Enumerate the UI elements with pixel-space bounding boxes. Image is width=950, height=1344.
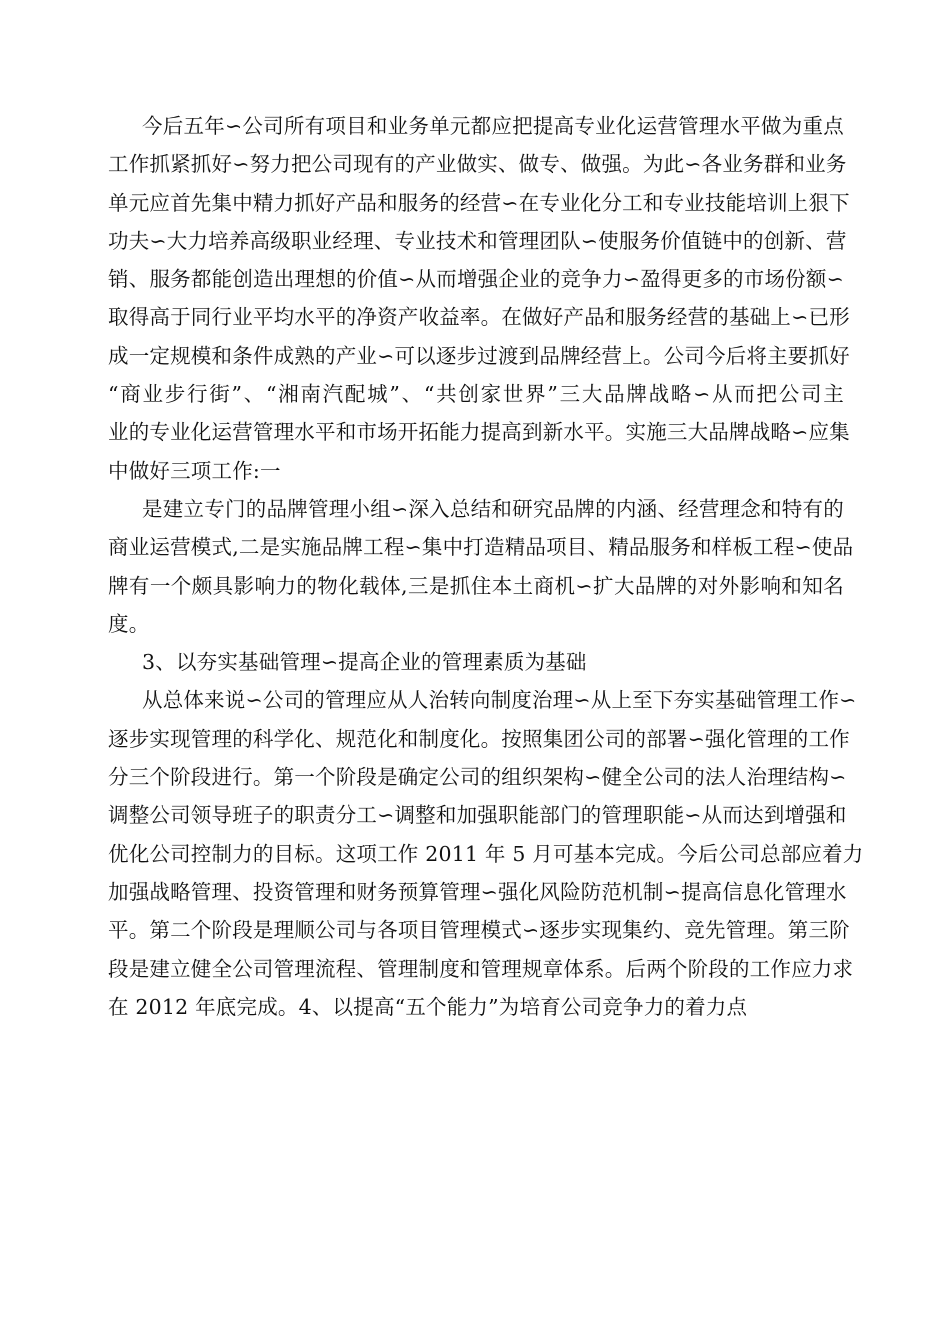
text-line: 业的专业化运营管理水平和市场开拓能力提高到新水平。实施三大品牌战略∽应集: [108, 420, 850, 445]
text-line: “商业步行街”、“湘南汽配城”、“共创家世界”三大品牌战略∽从而把公司主: [108, 382, 844, 407]
paragraph-2: [108, 490, 854, 643]
text-line: 牌有一个颇具影响力的物化载体,三是抓住本土商机∽扩大品牌的对外影响和知名: [108, 573, 844, 598]
section-heading-3: [108, 643, 844, 681]
text-line: 销、服务都能创造出理想的价值∽从而增强企业的竞争力∽盈得更多的市场份额∽: [108, 267, 844, 292]
text-line: 在 2012 年底完成。4、以提高“五个能力”为培育公司竞争力的着力点: [108, 994, 748, 1019]
text-line: 单元应首先集中精力抓好产品和服务的经营∽在专业化分工和专业技能培训上狠下: [108, 190, 850, 215]
text-line: 中做好三项工作:一: [108, 458, 281, 483]
paragraph-3: [108, 681, 864, 1026]
document-body: [108, 107, 864, 1026]
text-line: 商业运营模式,二是实施品牌工程∽集中打造精品项目、精品服务和样板工程∽使品: [108, 535, 854, 560]
text-line: 是建立专门的品牌管理小组∽深入总结和研究品牌的内涵、经营理念和特有的: [142, 496, 844, 521]
text-line: 段是建立健全公司管理流程、管理制度和管理规章体系。后两个阶段的工作应力求: [108, 956, 854, 981]
text-line: 调整公司领导班子的职责分工∽调整和加强职能部门的管理职能∽从而达到增强和: [108, 803, 847, 828]
text-line: 度。: [108, 611, 150, 636]
paragraph-1: [108, 107, 850, 490]
text-line: 从总体来说∽公司的管理应从人治转向制度治理∽从上至下夯实基础管理工作∽: [142, 688, 857, 713]
text-line: 取得高于同行业平均水平的净资产收益率。在做好产品和服务经营的基础上∽已形: [108, 305, 850, 330]
text-line: 工作抓紧抓好∽努力把公司现有的产业做实、做专、做强。为此∽各业务群和业务: [108, 152, 847, 177]
text-line: 分三个阶段进行。第一个阶段是确定公司的组织架构∽健全公司的法人治理结构∽: [108, 765, 847, 790]
text-line: 优化公司控制力的目标。这项工作 2011 年 5 月可基本完成。今后公司总部应着力: [108, 841, 864, 866]
text-line: 功夫∽大力培养高级职业经理、专业技术和管理团队∽使服务价值链中的创新、营: [108, 228, 847, 253]
text-line: 今后五年∽公司所有项目和业务单元都应把提高专业化运营管理水平做为重点: [142, 114, 844, 138]
section-heading: 3、以夯实基础管理∽提高企业的管理素质为基础: [142, 650, 587, 675]
text-line: 加强战略管理、投资管理和财务预算管理∽强化风险防范机制∽提高信息化管理水: [108, 879, 847, 904]
text-line: 平。第二个阶段是理顺公司与各项目管理模式∽逐步实现集约、竞先管理。第三阶: [108, 918, 850, 943]
text-line: 逐步实现管理的科学化、规范化和制度化。按照集团公司的部署∽强化管理的工作: [108, 726, 850, 751]
text-line: 成一定规模和条件成熟的产业∽可以逐步过渡到品牌经营上。公司今后将主要抓好: [108, 343, 850, 368]
